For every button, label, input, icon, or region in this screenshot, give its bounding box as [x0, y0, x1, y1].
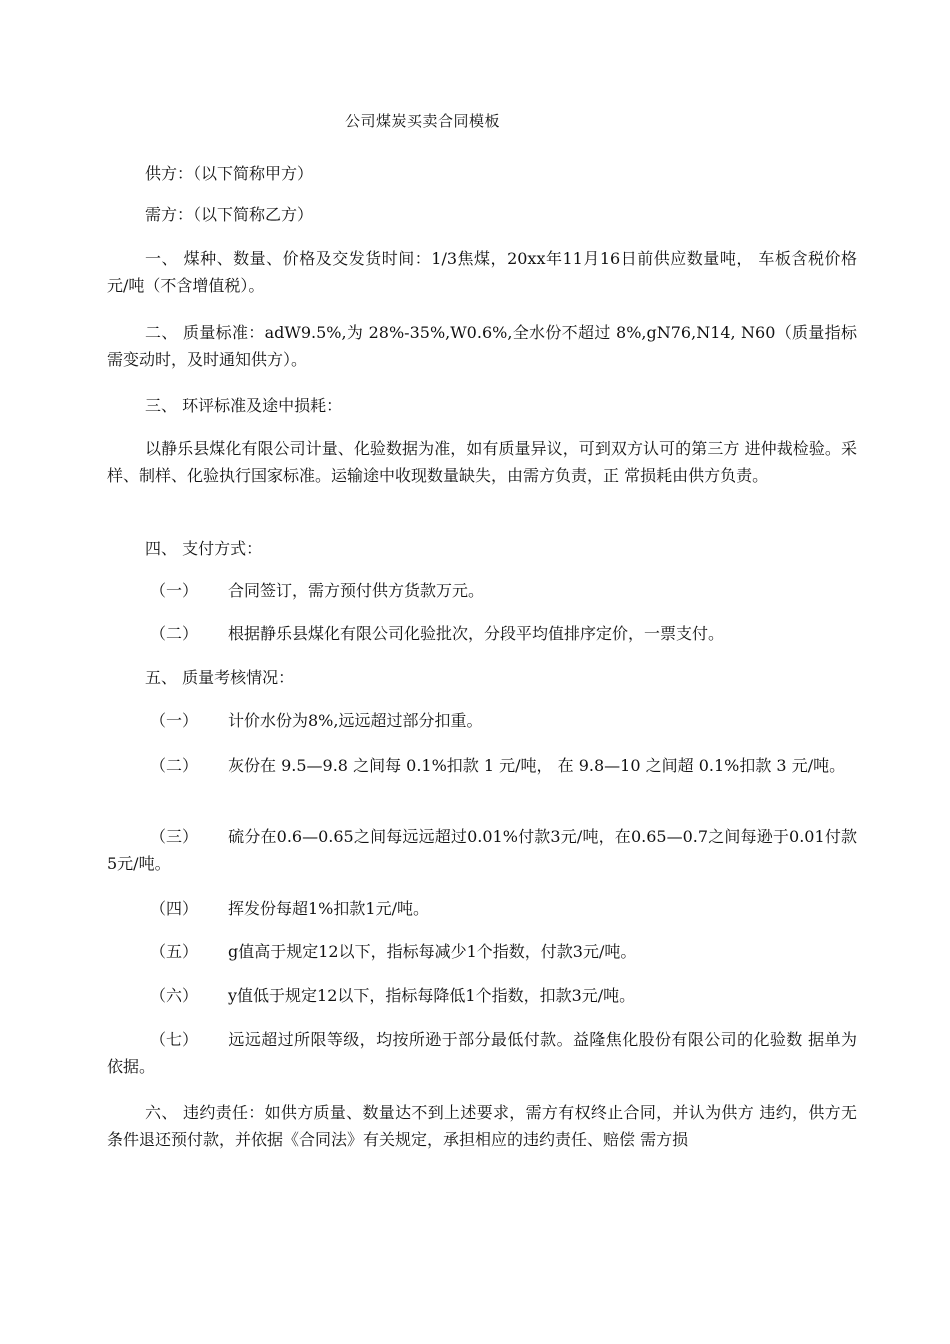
list-item-number: （四）: [150, 899, 199, 918]
list-item: [107, 752, 857, 779]
list-item: [107, 823, 857, 877]
list-item-text: g值高于规定12以下，指标每减少1个指数，付款3元/吨。: [228, 942, 637, 961]
document-page: 公司煤炭买卖合同模板 供方：（以下简称甲方） 需方：（以下简称乙方） 一、 煤种、数量、价格及交发货时间：1/3焦煤，20xx年11月16日前供应数量吨， 车板含税价格元/吨（不含增值税）。 二、 质量标准：adW9.5%,为 28%-35%,W0.6%,全水份不超过 8%,gN76,N14, N60（质量指标需变动时，及时通知供方）。 三、 环评标准及途中损耗： 以静乐县煤化有限公司计量、化验数据为准，如有质量异议，可到双方认可的第三方 进仲裁检验。采样、制样、化验执行国家标准。运输途中收现数量缺失，由需方负责，正 常损耗由供方负责。 四、 支付方式： （一） 合同签订，需方预付供方货款万元。 （二） 根据静乐县煤化有限公司化验批次，分段平均值排序定价，一票支付。 五、 质量考核情况： （一） 计价水份为8%,远远超过部分扣重。 （二） 灰份在 9.5—9.8 之间每 0.1%扣款 1 元/吨， 在 9.8—10 之间超 0.1%扣款 3 元/吨。 （三） 硫分在0.6—0.65之间每远远超过0.01%付款3元/吨，在0.65—0.7之间每逊于0.01付款5元/吨。 （四） 挥发份每超1%扣款1元/吨。 （五） g值高于规定12以下，指标每减少1个指数，付款3元/吨。 （六） y值低于规定12以下，指标每降低1个指数，扣款3元/吨。 （七） 远远超过所限等级，均按所逊于部分最低付款。益隆焦化股份有限公司的化验数 据单为依据。 六、 违约责任：如供方质量、数量达不到上述要求，需方有权终止合同，并认为供方 违约，供方无条件退还预付款，并依据《合同法》有关规定，承担相应的违约责任、赔偿 需方损: [0, 0, 950, 1344]
list-item-number: （二）: [150, 756, 199, 775]
list-item-number: （一）: [150, 581, 199, 600]
list-item-text: 挥发份每超1%扣款1元/吨。: [228, 899, 429, 918]
section-1-price-and-quantity: 一、 煤种、数量、价格及交发货时间：1/3焦煤，20xx年11月16日前供应数量吨， 车板含税价格元/吨（不含增值税）。: [107, 249, 857, 295]
list-item-number: （六）: [150, 986, 199, 1005]
section-2-quality-standard: 二、 质量标准：adW9.5%,为 28%-35%,W0.6%,全水份不超过 8%,gN76,N14, N60（质量指标需变动时，及时通知供方）。: [107, 323, 857, 369]
list-item-text: 计价水份为8%,远远超过部分扣重。: [228, 711, 483, 730]
list-item-text: 硫分在0.6—0.65之间每远远超过0.01%付款3元/吨，在0.65—0.7之间每逊于0.01付款5元/吨。: [107, 827, 857, 873]
list-item-text: 灰份在 9.5—9.8 之间每 0.1%扣款 1 元/吨， 在 9.8—10 之间超 0.1%扣款 3 元/吨。: [228, 756, 846, 775]
document-title: 公司煤炭买卖合同模板: [344, 112, 500, 130]
list-item-text: 远远超过所限等级，均按所逊于部分最低付款。益隆焦化股份有限公司的化验数 据单为依据。: [107, 1030, 857, 1076]
list-item-number: （一）: [150, 711, 199, 730]
list-item-text: y值低于规定12以下，指标每降低1个指数，扣款3元/吨。: [228, 986, 636, 1005]
list-item-number: （七）: [150, 1030, 199, 1049]
list-item-number: （五）: [150, 942, 199, 961]
section-3-body: 以静乐县煤化有限公司计量、化验数据为准，如有质量异议，可到双方认可的第三方 进仲裁检验。采样、制样、化验执行国家标准。运输途中收现数量缺失，由需方负责，正 常损耗由供方负责。: [107, 439, 857, 485]
list-item-number: （三）: [150, 827, 199, 846]
section-6-liability: 六、 违约责任：如供方质量、数量达不到上述要求，需方有权终止合同，并认为供方 违约，供方无条件退还预付款，并依据《合同法》有关规定，承担相应的违约责任、赔偿 需方损: [107, 1103, 857, 1149]
list-item-text: 合同签订，需方预付供方货款万元。: [228, 581, 485, 600]
list-item-text: 根据静乐县煤化有限公司化验批次，分段平均值排序定价，一票支付。: [228, 624, 725, 643]
list-item: [107, 1026, 857, 1080]
list-item-number: （二）: [150, 624, 199, 643]
